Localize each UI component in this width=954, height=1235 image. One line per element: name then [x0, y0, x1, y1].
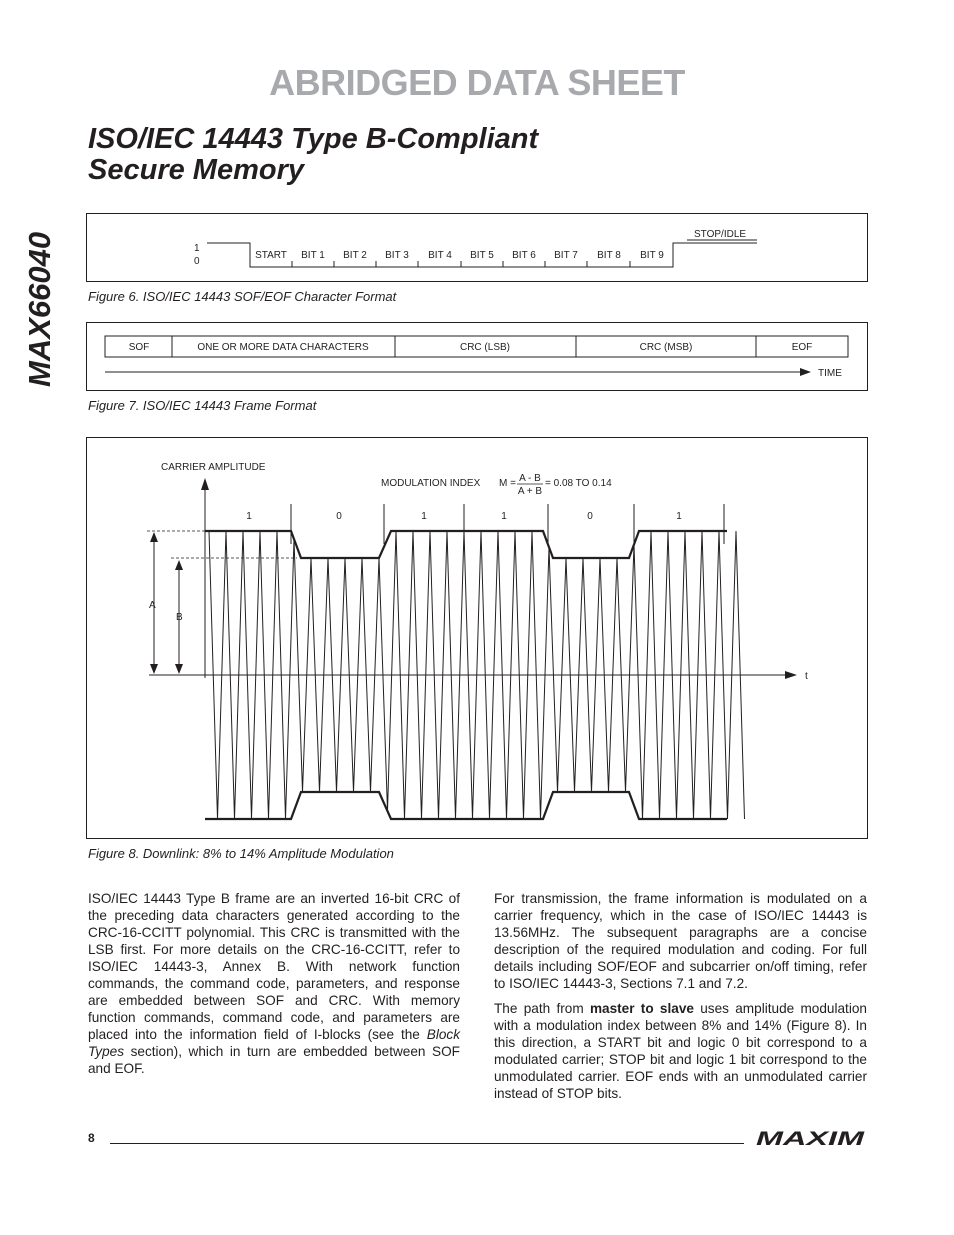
figure-7-diagram: [87, 323, 867, 390]
fig8-bit-1: 1: [246, 511, 252, 522]
fig7-field-crc-lsb: CRC (LSB): [459, 342, 511, 353]
block-types-reference: Block Types: [88, 1027, 460, 1059]
body-right-column: [494, 890, 867, 1110]
figure-6-diagram: [87, 214, 867, 281]
fig7-field-data: ONE OR MORE DATA CHARACTERS: [197, 342, 369, 353]
side-part-number: [10, 215, 64, 390]
figure-8-box: [86, 437, 868, 839]
fig8-bit-6: 1: [676, 511, 682, 522]
fig8-formula-prefix: M =: [499, 478, 516, 489]
fig8-bit-5: 0: [587, 511, 593, 522]
title-line-1: ISO/IEC 14443 Type B-Compliant: [88, 123, 539, 155]
body-left-column: [88, 890, 460, 1085]
figure-8-diagram: [87, 438, 867, 838]
fig8-formula-num: A - B: [519, 473, 541, 484]
fig8-bit-2: 0: [336, 511, 342, 522]
fig6-bit-3: BIT 3: [385, 250, 409, 261]
body-right-paragraph-1: For transmission, the frame information is modulated on a carrier frequency, which in the case of ISO/IEC 14443 is 13.56MHz. The subsequent paragraphs are a concise description of the required modulation and coding. For full details including SOF/EOF and subcarrier on/off timing, refer to ISO/IEC 14443-3, Sections 7.1 and 7.2.: [494, 891, 867, 991]
fig8-bit-ticks: [291, 504, 724, 544]
maxim-logo: [756, 1128, 866, 1148]
figure-7-caption: Figure 7. ISO/IEC 14443 Frame Format: [88, 398, 317, 413]
fig8-t-arrow: [785, 671, 797, 679]
fig6-level-high: 1: [194, 243, 200, 254]
fig8-dim-b-arrow-top: [175, 560, 183, 570]
fig8-label-b: B: [176, 612, 183, 623]
maxim-logo-text: MAXIM: [756, 1129, 866, 1148]
side-part-number-text: MAX66040: [22, 231, 57, 387]
figure-8-caption: Figure 8. Downlink: 8% to 14% Amplitude Modulation: [88, 846, 394, 861]
figure-6-box: [86, 213, 868, 282]
fig8-formula-den: A + B: [517, 486, 543, 497]
body-right-paragraph-2: The path from master to slave uses amplitude modulation with a modulation index between 8% and 14% (Figure 8). In this direction, a START bit and logic 0 bit correspond to a modulated carrier; STOP bit and logic 1 bit correspond to the unmodulated carrier. EOF ends with an unmodulated carrier instead of STOP bits.: [494, 1001, 867, 1101]
body-left-paragraph: ISO/IEC 14443 Type B frame are an inverted 16-bit CRC of the preceding data characters generated according to the CRC-16-CCITT polynomial. This CRC is transmitted with the LSB first. For more details on the CRC-16-CCITT, refer to ISO/IEC 14443-3, Annex B. With network function commands, the command code, parameters, and response are embedded between SOF and CRC. With memory function commands, command code, and parameters are placed into the information field of I-blocks (see the Block Types section), which in turn are embedded between SOF and EOF.: [88, 891, 460, 1076]
fig7-field-sof: SOF: [128, 342, 150, 353]
fig6-stop-label: STOP/IDLE: [694, 229, 747, 240]
fig6-bit-7: BIT 7: [554, 250, 578, 261]
fig6-bit-ticks: [292, 261, 630, 267]
fig6-bit-5: BIT 5: [470, 250, 494, 261]
fig6-bit-9: BIT 9: [640, 250, 664, 261]
fig8-modulation-label: MODULATION INDEX: [381, 478, 481, 489]
fig6-bit-8: BIT 8: [597, 250, 621, 261]
fig7-field-crc-msb: CRC (MSB): [639, 342, 693, 353]
fig8-dim-a-arrow-top: [150, 532, 158, 542]
fig6-level-low: 0: [194, 256, 200, 267]
footer-rule: [110, 1143, 744, 1144]
fig8-dim-a-arrow-bottom: [150, 664, 158, 674]
fig8-y-arrow: [201, 478, 209, 490]
figure-6-caption: Figure 6. ISO/IEC 14443 SOF/EOF Character Format: [88, 289, 397, 304]
fig8-lower-envelope: [205, 792, 727, 819]
fig6-bit-6: BIT 6: [512, 250, 536, 261]
fig6-bit-1: BIT 1: [301, 250, 325, 261]
fig8-t-label: t: [805, 671, 808, 682]
fig6-bit-2: BIT 2: [343, 250, 367, 261]
fig8-label-a: A: [149, 600, 156, 611]
fig6-bit-4: BIT 4: [428, 250, 452, 261]
fig8-y-label: CARRIER AMPLITUDE: [161, 462, 266, 473]
figure-7-box: [86, 322, 868, 391]
page-number: 8: [88, 1131, 95, 1145]
fig7-field-eof: EOF: [791, 342, 813, 353]
title-line-2: Secure Memory: [88, 154, 304, 186]
master-to-slave-emphasis: master to slave: [589, 1001, 694, 1016]
fig7-time-arrow: [800, 368, 811, 376]
fig7-time-label: TIME: [818, 368, 842, 379]
page-title: [88, 124, 538, 186]
fig8-upper-envelope: [205, 531, 727, 558]
abridged-banner: ABRIDGED DATA SHEET: [269, 62, 685, 103]
fig8-dim-b-arrow-bottom: [175, 664, 183, 674]
fig8-formula-suffix: = 0.08 TO 0.14: [545, 478, 612, 489]
fig8-dashed-guides: [147, 531, 297, 558]
fig6-bit-start: START: [255, 250, 287, 261]
fig8-bit-3: 1: [421, 511, 427, 522]
fig8-bit-4: 1: [501, 511, 507, 522]
